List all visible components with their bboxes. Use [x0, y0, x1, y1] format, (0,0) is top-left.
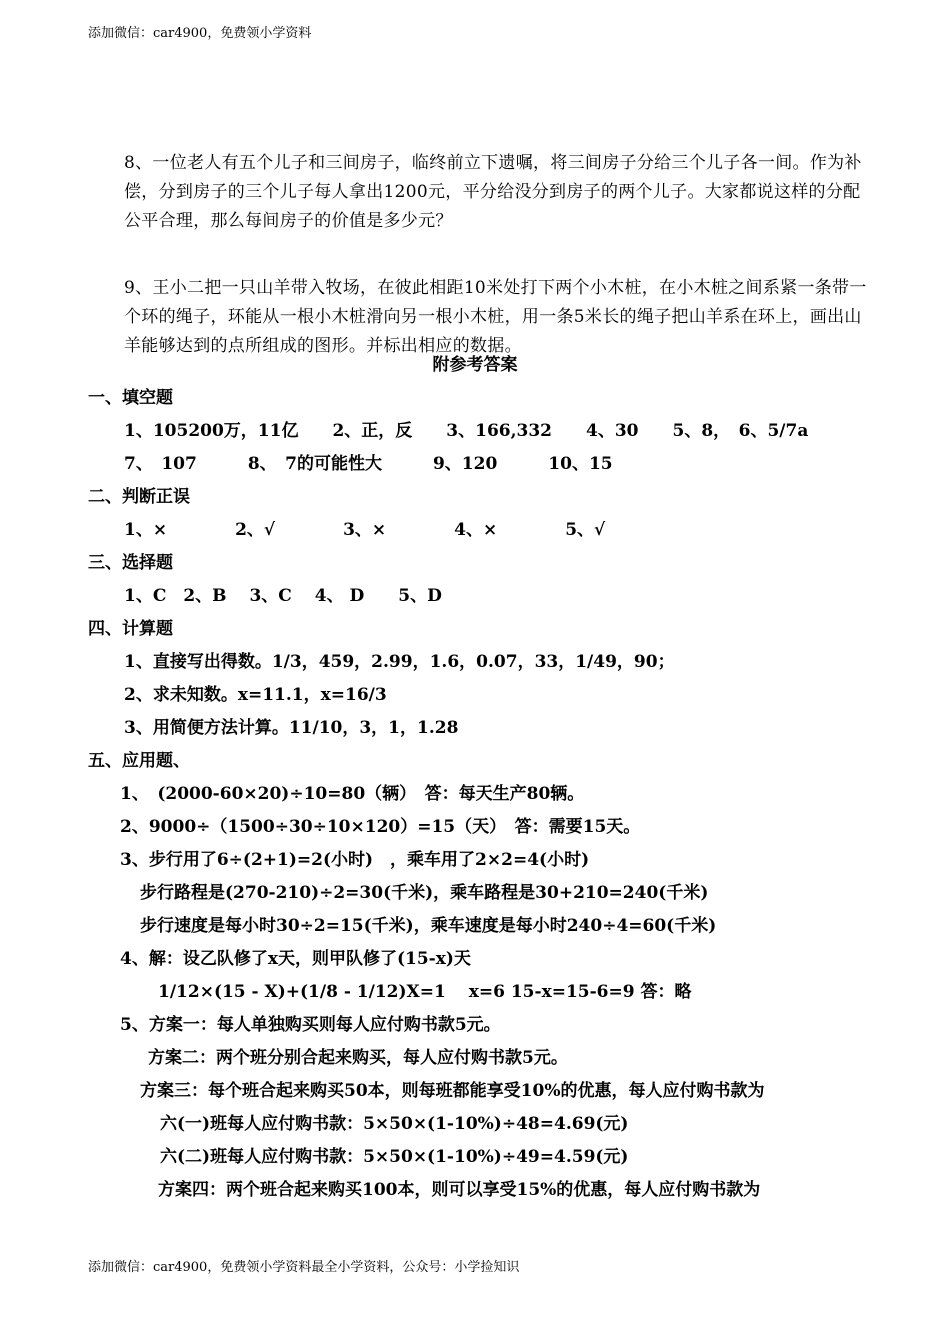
answer-line: 3、用简便方法计算。11/10，3，1，1.28 [124, 718, 459, 738]
answer-line: 4、解：设乙队修了x天，则甲队修了(15-x)天 [120, 949, 471, 969]
answer-line: 方案三：每个班合起来购买50本，则每班都能享受10%的优惠，每人应付购书款为 [140, 1081, 765, 1101]
answer-line: 1、C 2、B 3、C 4、 D 5、D [124, 586, 442, 606]
answer-line: 1、105200万，11亿 2、正，反 3、166,332 4、30 5、8， 6、5/7a [124, 421, 809, 441]
question-9: 9、王小二把一只山羊带入牧场，在彼此相距10米处打下两个小木桩，在小木桩之间系紧一条带一个环的绳子，环能从一根小木桩滑向另一根小木桩，用一条5米长的绳子把山羊系在环上，画出山羊能够达到的点所组成的图形。并标出相应的数据。 [124, 278, 867, 356]
section-heading-true-false: 二、判断正误 [88, 487, 190, 507]
answer-line: 2、9000÷（1500÷30÷10×120）=15（天） 答：需要15天。 [120, 817, 641, 837]
question-8: 8、一位老人有五个儿子和三间房子，临终前立下遗嘱，将三间房子分给三个儿子各一间。作为补偿，分到房子的三个儿子每人拿出1200元，平分给没分到房子的两个儿子。大家都说这样的分配公平合理，那么每间房子的价值是多少元？ [124, 153, 862, 231]
answer-line: 步行速度是每小时30÷2=15(千米)，乘车速度是每小时240÷4=60(千米) [140, 916, 717, 936]
answer-line: 六(二)班每人应付购书款：5×50×(1-10%)÷49=4.59(元) [160, 1147, 629, 1167]
section-heading-word-problems: 五、应用题、 [88, 751, 190, 771]
answer-line: 方案四：两个班合起来购买100本，则可以享受15%的优惠，每人应付购书款为 [158, 1180, 761, 1200]
answer-line: 1、 (2000-60×20)÷10=80（辆） 答：每天生产80辆。 [120, 784, 585, 804]
answer-line: 步行路程是(270-210)÷2=30(千米)，乘车路程是30+210=240(千米) [140, 883, 709, 903]
answer-line: 1、× 2、√ 3、× 4、× 5、√ [124, 520, 606, 540]
answer-line: 六(一)班每人应付购书款：5×50×(1-10%)÷48=4.69(元) [160, 1114, 629, 1134]
answer-line: 方案二：两个班分别合起来购买，每人应付购书款5元。 [148, 1048, 568, 1068]
page-header: 添加微信：car4900，免费领小学资料 [88, 26, 312, 41]
answer-line: 3、步行用了6÷(2+1)=2(小时) ，乘车用了2×2=4(小时) [120, 850, 590, 870]
answer-line: 1、直接写出得数。1/3，459，2.99，1.6，0.07，33，1/49，90； [124, 652, 675, 672]
page-footer: 添加微信：car4900，免费领小学资料最全小学资料，公众号：小学捡知识 [88, 1260, 520, 1275]
answers-title: 附参考答案 [432, 355, 518, 375]
answer-line: 7、 107 8、 7的可能性大 9、120 10、15 [124, 454, 613, 474]
section-heading-fill-blank: 一、填空题 [88, 388, 173, 408]
section-heading-calculation: 四、计算题 [88, 619, 173, 639]
answer-line: 1/12×(15 - X)+(1/8 - 1/12)X=1 x=6 15-x=15-6=9 答：略 [158, 982, 692, 1002]
answer-line: 2、求未知数。x=11.1，x=16/3 [124, 685, 387, 705]
section-heading-multiple-choice: 三、选择题 [88, 553, 173, 573]
answer-line: 5、方案一：每人单独购买则每人应付购书款5元。 [120, 1015, 501, 1035]
